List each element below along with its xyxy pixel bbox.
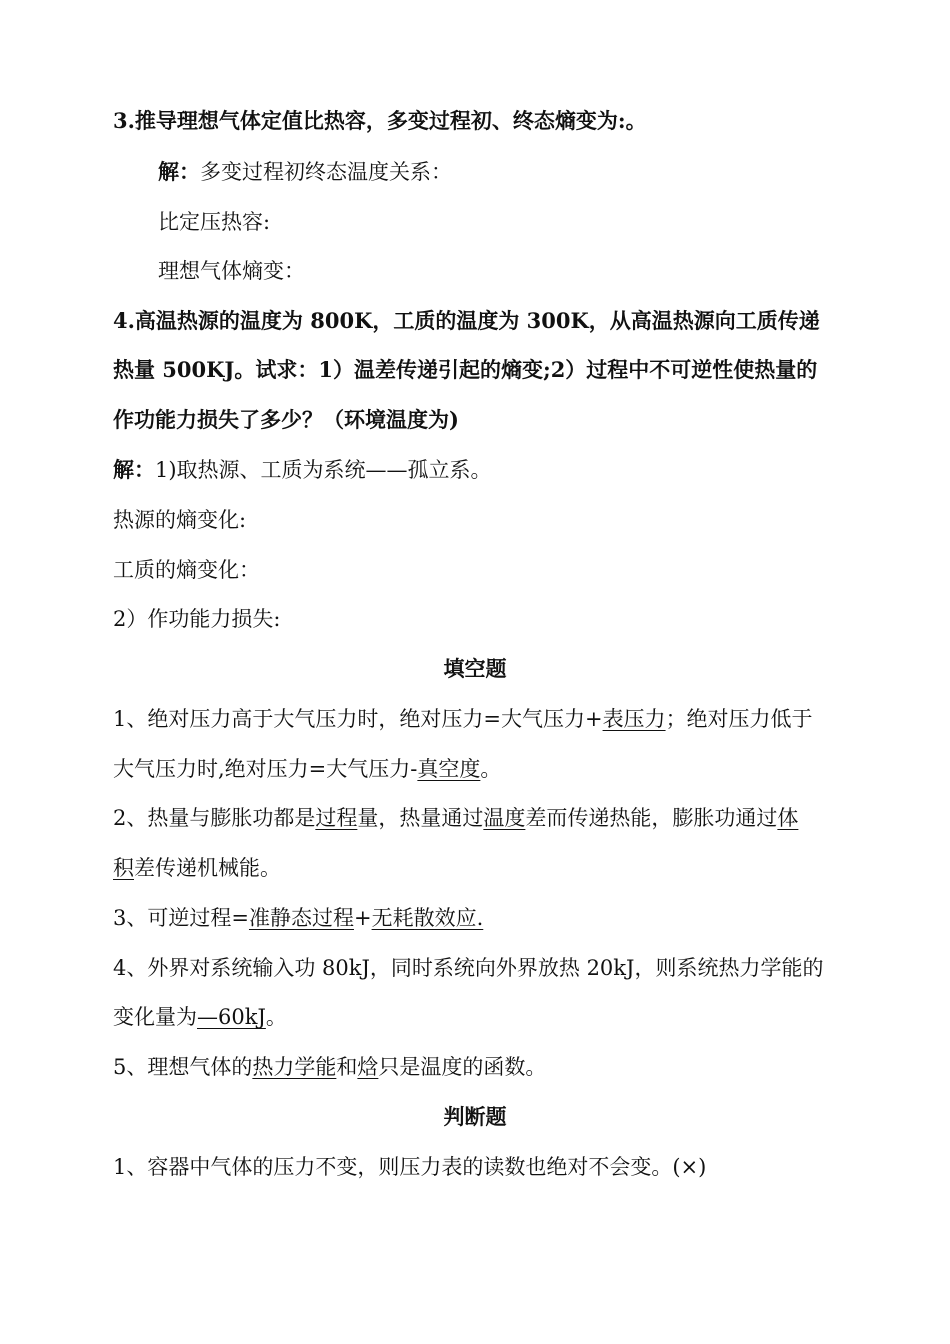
q4-solution	[113, 455, 853, 485]
q4-source-entropy: 热源的熵变化:	[113, 508, 247, 532]
solution-text: 多变过程初终态温度关系：	[200, 160, 452, 184]
q3-solution	[158, 157, 898, 187]
answer-blank: 积	[113, 856, 134, 880]
fill-item-1-line-2	[113, 754, 853, 784]
item-text: 1、绝对压力高于大气压力时，绝对压力=大气压力+	[113, 707, 603, 731]
fill-item-1-line-1	[113, 704, 853, 734]
answer-blank: 焓	[357, 1055, 379, 1079]
fill-blank-heading: 填空题	[443, 656, 507, 681]
q3-entropy-label: 理想气体熵变：	[158, 259, 305, 283]
item-text: 。	[265, 1005, 287, 1029]
fill-item-4-line-2	[113, 1002, 853, 1032]
solution-label: 解：	[113, 457, 155, 482]
true-false-item-1: 1、容器中气体的压力不变，则压力表的读数也绝对不会变。(×)	[113, 1155, 707, 1179]
item-text: 大气压力时,绝对压力=大气压力-	[113, 757, 418, 781]
q3-cp-label: 比定压热容:	[158, 210, 271, 234]
item-text: 变化量为	[113, 1005, 197, 1029]
true-false-heading: 判断题	[443, 1104, 507, 1129]
item-text: 2、热量与膨胀功都是	[113, 806, 316, 830]
item-text: 和	[336, 1055, 358, 1079]
fill-item-2-line-1	[113, 803, 853, 833]
answer-blank: 准静态过程	[248, 906, 354, 930]
item-text: +	[353, 906, 372, 930]
item-text: 5、理想气体的	[113, 1055, 253, 1079]
item-text: 3、可逆过程=	[113, 906, 249, 930]
item-text: 只是温度的函数。	[378, 1055, 547, 1079]
item-text: 差而传递热能，膨胀功通过	[525, 806, 778, 830]
answer-blank: 过程	[315, 806, 358, 830]
q4-work-loss: 2）作功能力损失:	[113, 607, 281, 631]
answer-blank: 体	[777, 806, 799, 830]
item-text: 量，热量通过	[357, 806, 484, 830]
q4-medium-entropy: 工质的熵变化：	[113, 558, 260, 582]
fill-item-2-line-2	[113, 853, 853, 883]
fill-item-5	[113, 1052, 853, 1082]
fill-item-4-line-1: 4、外界对系统输入功 80kJ，同时系统向外界放热 20kJ，则系统热力学能的	[113, 956, 824, 980]
solution-label: 解：	[158, 159, 200, 184]
fill-item-3	[113, 903, 853, 933]
q4-line-1: 4.高温热源的温度为 800K，工质的温度为 300K，从高温热源向工质传递	[113, 308, 820, 333]
answer-blank: 温度	[483, 806, 526, 830]
item-text: 。	[480, 757, 502, 781]
answer-blank: 热力学能	[252, 1055, 337, 1079]
q4-line-3: 作功能力损失了多少？（环境温度为)	[113, 407, 459, 432]
item-text: 差传递机械能。	[134, 856, 281, 880]
answer-blank: 无耗散效应.	[371, 906, 484, 930]
q3-title: 3.推导理想气体定值比热容，多变过程初、终态熵变为:。	[113, 108, 647, 133]
answer-blank: 真空度	[417, 757, 481, 781]
item-text: ；绝对压力低于	[665, 707, 813, 731]
answer-blank: 表压力	[602, 707, 666, 731]
q4-line-2: 热量 500KJ。试求：1）温差传递引起的熵变;2）过程中不可逆性使热量的	[113, 357, 818, 382]
solution-text: 1)取热源、工质为系统——孤立系。	[155, 458, 492, 482]
answer-blank: —60kJ	[197, 1005, 266, 1029]
